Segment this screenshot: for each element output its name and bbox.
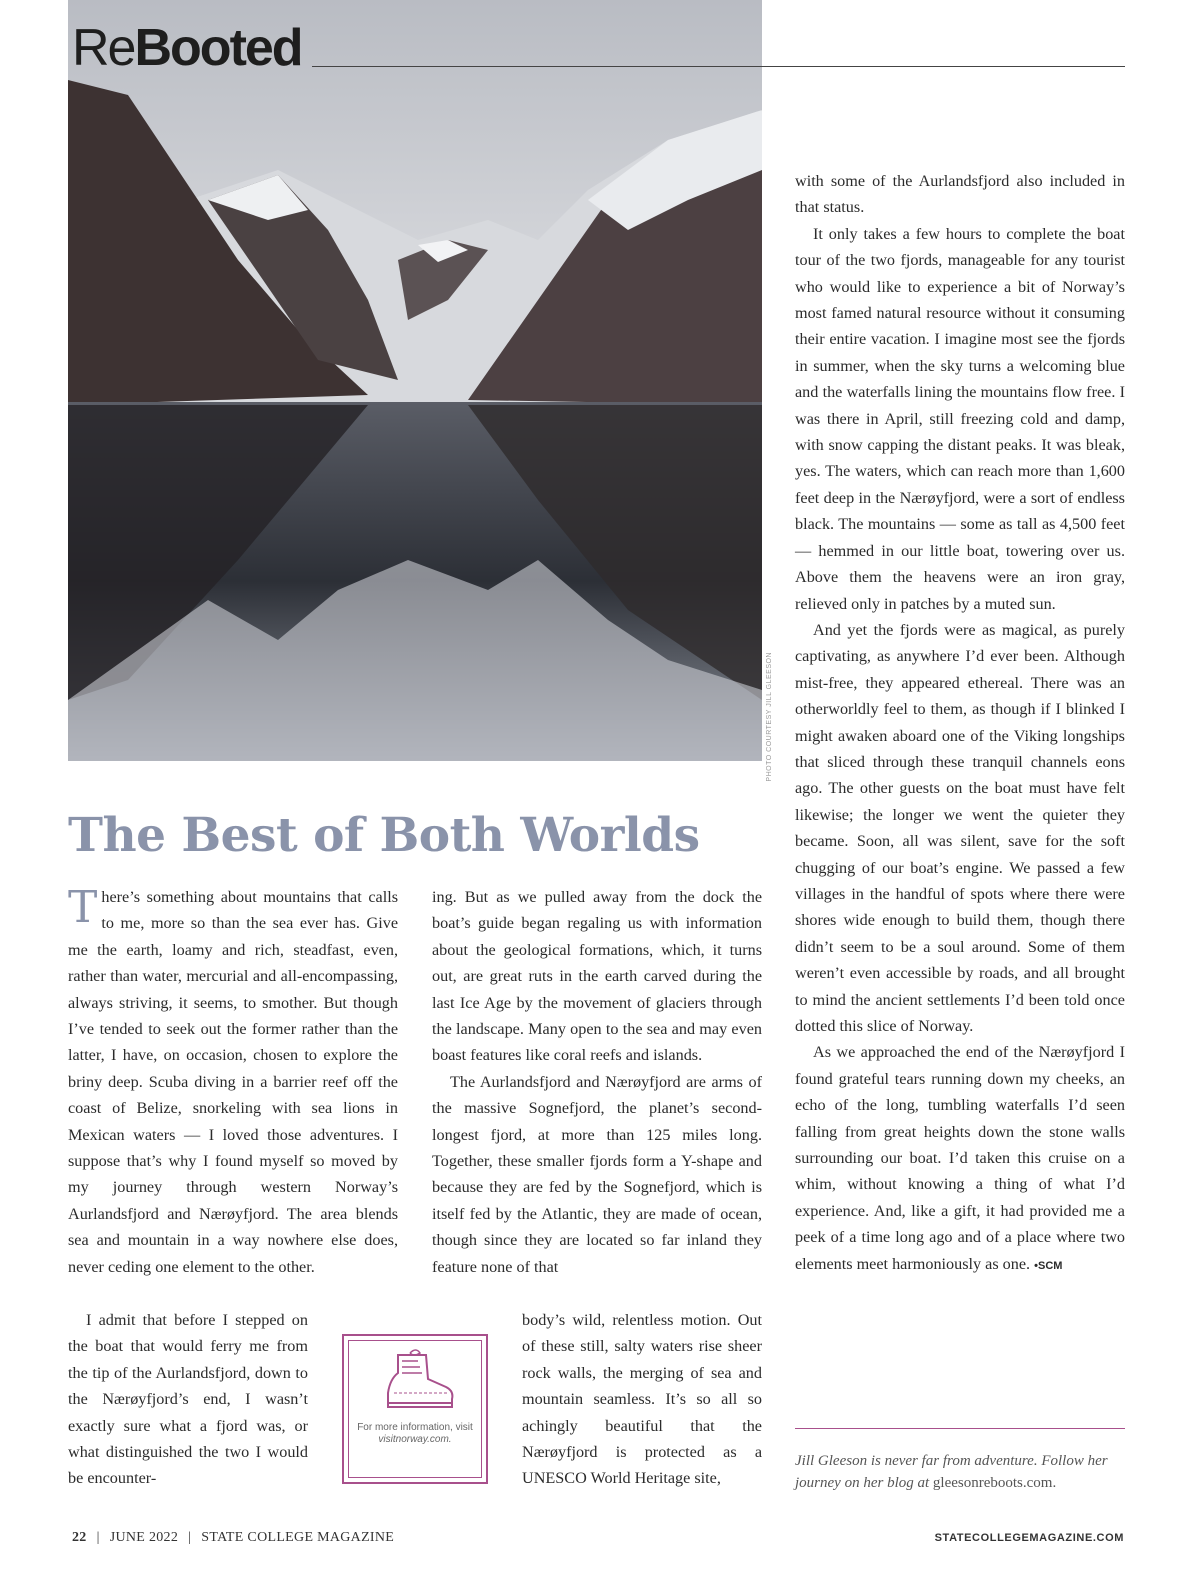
page-footer-left: 22 | JUNE 2022 | STATE COLLEGE MAGAZINE: [72, 1530, 395, 1545]
fjord-photo: [68, 0, 762, 761]
paragraph: with some of the Aurlandsfjord also included in that status.: [795, 172, 1125, 217]
photo-credit: PHOTO COURTESY JILL GLEESON: [766, 652, 773, 782]
paragraph: body’s wild, relentless motion. Out of these still, salty waters rise sheer rock walls, the merging of sea and mountain seamless. It’s so all so achingly beautiful that the Nærøyfjord is protected as a UNESCO World Heritage site,: [522, 1311, 762, 1488]
article-headline: The Best of Both Worlds: [68, 808, 700, 863]
sidebar-url[interactable]: visitnorway.com.: [378, 1434, 452, 1445]
sidebar-text: [349, 1422, 481, 1446]
end-mark: •SCM: [1034, 1259, 1063, 1272]
masthead-light: Re: [72, 19, 135, 77]
body-column-1: [68, 884, 398, 1280]
publication-name: STATE COLLEGE MAGAZINE: [201, 1530, 395, 1545]
body-column-3: [795, 168, 1125, 1279]
body-column-2: [432, 884, 762, 1280]
paragraph: I admit that before I stepped on the boat that would ferry me from the tip of the Aurlandsfjord, down to the Nærøyfjord’s end, I wasn’t exactly sure what a fjord was, or what distinguished the two I would be encounter-: [68, 1311, 308, 1488]
body-column-1-continued: [68, 1307, 308, 1492]
author-bio: [795, 1450, 1125, 1494]
masthead-rule: [312, 66, 1125, 67]
paragraph: As we approached the end of the Nærøyfjord I found grateful tears running down my cheeks, an echo of the long, tumbling waterfalls I’d seen falling from great heights down the stone walls surrounding our boat. I’d taken this cruise on a whim, without knowing a thing of what I’d experience. And, like a gift, it had provided me a peek of a time long ago and of a place where two elements meet harmoniously as one.: [795, 1043, 1125, 1273]
sidebar-inner: [348, 1340, 482, 1478]
drop-cap: T: [68, 882, 98, 933]
hiking-boot-icon: [370, 1400, 460, 1417]
masthead-bold: Booted: [134, 19, 302, 77]
author-bio-text: Jill Gleeson is never far from adventure. Follow her journey on her blog at: [795, 1453, 1108, 1491]
body-column-2-continued: [522, 1307, 762, 1492]
section-masthead: [72, 18, 302, 78]
paragraph: And yet the fjords were as magical, as purely captivating, as anywhere I’d ever been. Although mist-free, they appeared ethereal. There was an otherworldly feel to them, as though if I blinked I might awaken aboard one of the Viking longships that sliced through these tranquil channels eons ago. The other guests on the boat must have felt likewise; the longer we went the quieter they became. Soon, all was silent, save for the soft chugging of our boat’s engine. We passed a few villages in the handful of spots where there were shores wide enough to build them, though there didn’t seem to be a soul around. Some of them weren’t even accessible by roads, and all brought to mind the ancient settlements I’d been told once dotted this slice of Norway.: [795, 620, 1125, 1035]
author-blog-link[interactable]: gleesonreboots.com.: [932, 1475, 1057, 1491]
paragraph: It only takes a few hours to complete the boat tour of the two fjords, manageable for any tourist who would like to experience a bit of Norway’s most famed natural resource without it consuming their entire vacation. I imagine most see the fjords in summer, when the sky turns a welcoming blue and the waterfalls lining the mountains flow free. I was there in April, still freezing cold and damp, with snow capping the distant peaks. It was bleak, yes. The waters, which can reach more than 1,600 feet deep in the Nærøyfjord, were a sort of endless black. The mountains — some as tall as 4,500 feet — hemmed in our little boat, towering over us. Above them the heavens were an iron gray, relieved only in patches by a muted sun.: [795, 224, 1125, 613]
paragraph: ing. But as we pulled away from the dock the boat’s guide began regaling us with information about the geological formations, which, it turns out, are great ruts in the earth carved during the last Ice Age by the movement of glaciers through the landscape. Many open to the sea and may even boast features like coral reefs and islands.: [432, 888, 762, 1065]
website-link[interactable]: STATECOLLEGEMAGAZINE.COM: [934, 1532, 1124, 1544]
paragraph: here’s something about mountains that calls to me, more so than the sea ever has. Give me the earth, loamy and rich, steadfast, even, rather than water, mercurial and all-encompassing, always striving, it seems, to smother. But though I’ve tended to seek out the former rather than the latter, I have, on occasion, chosen to explore the briny deep. Scuba diving in a barrier reef off the coast of Belize, snorkeling with sea lions in Mexican waters — I loved those adventures. I suppose that’s why I found myself so moved by my journey through western Norway’s Aurlandsfjord and Nærøyfjord. The area blends sea and mountain in a way nowhere else does, never ceding one element to the other.: [68, 888, 398, 1276]
page-number: 22: [72, 1530, 87, 1545]
paragraph: The Aurlandsfjord and Nærøyfjord are arms of the massive Sognefjord, the planet’s second-longest fjord, at more than 125 miles long. Together, these smaller fjords form a Y-shape and because they are fed by the Sognefjord, which is itself fed by the Atlantic, they are made of ocean, though since they are located so far inland they feature none of that: [432, 1072, 762, 1276]
info-sidebar: [342, 1334, 488, 1484]
issue-date: JUNE 2022: [109, 1530, 179, 1545]
author-rule: [795, 1428, 1125, 1429]
sidebar-caption: For more information, visit: [357, 1422, 473, 1433]
